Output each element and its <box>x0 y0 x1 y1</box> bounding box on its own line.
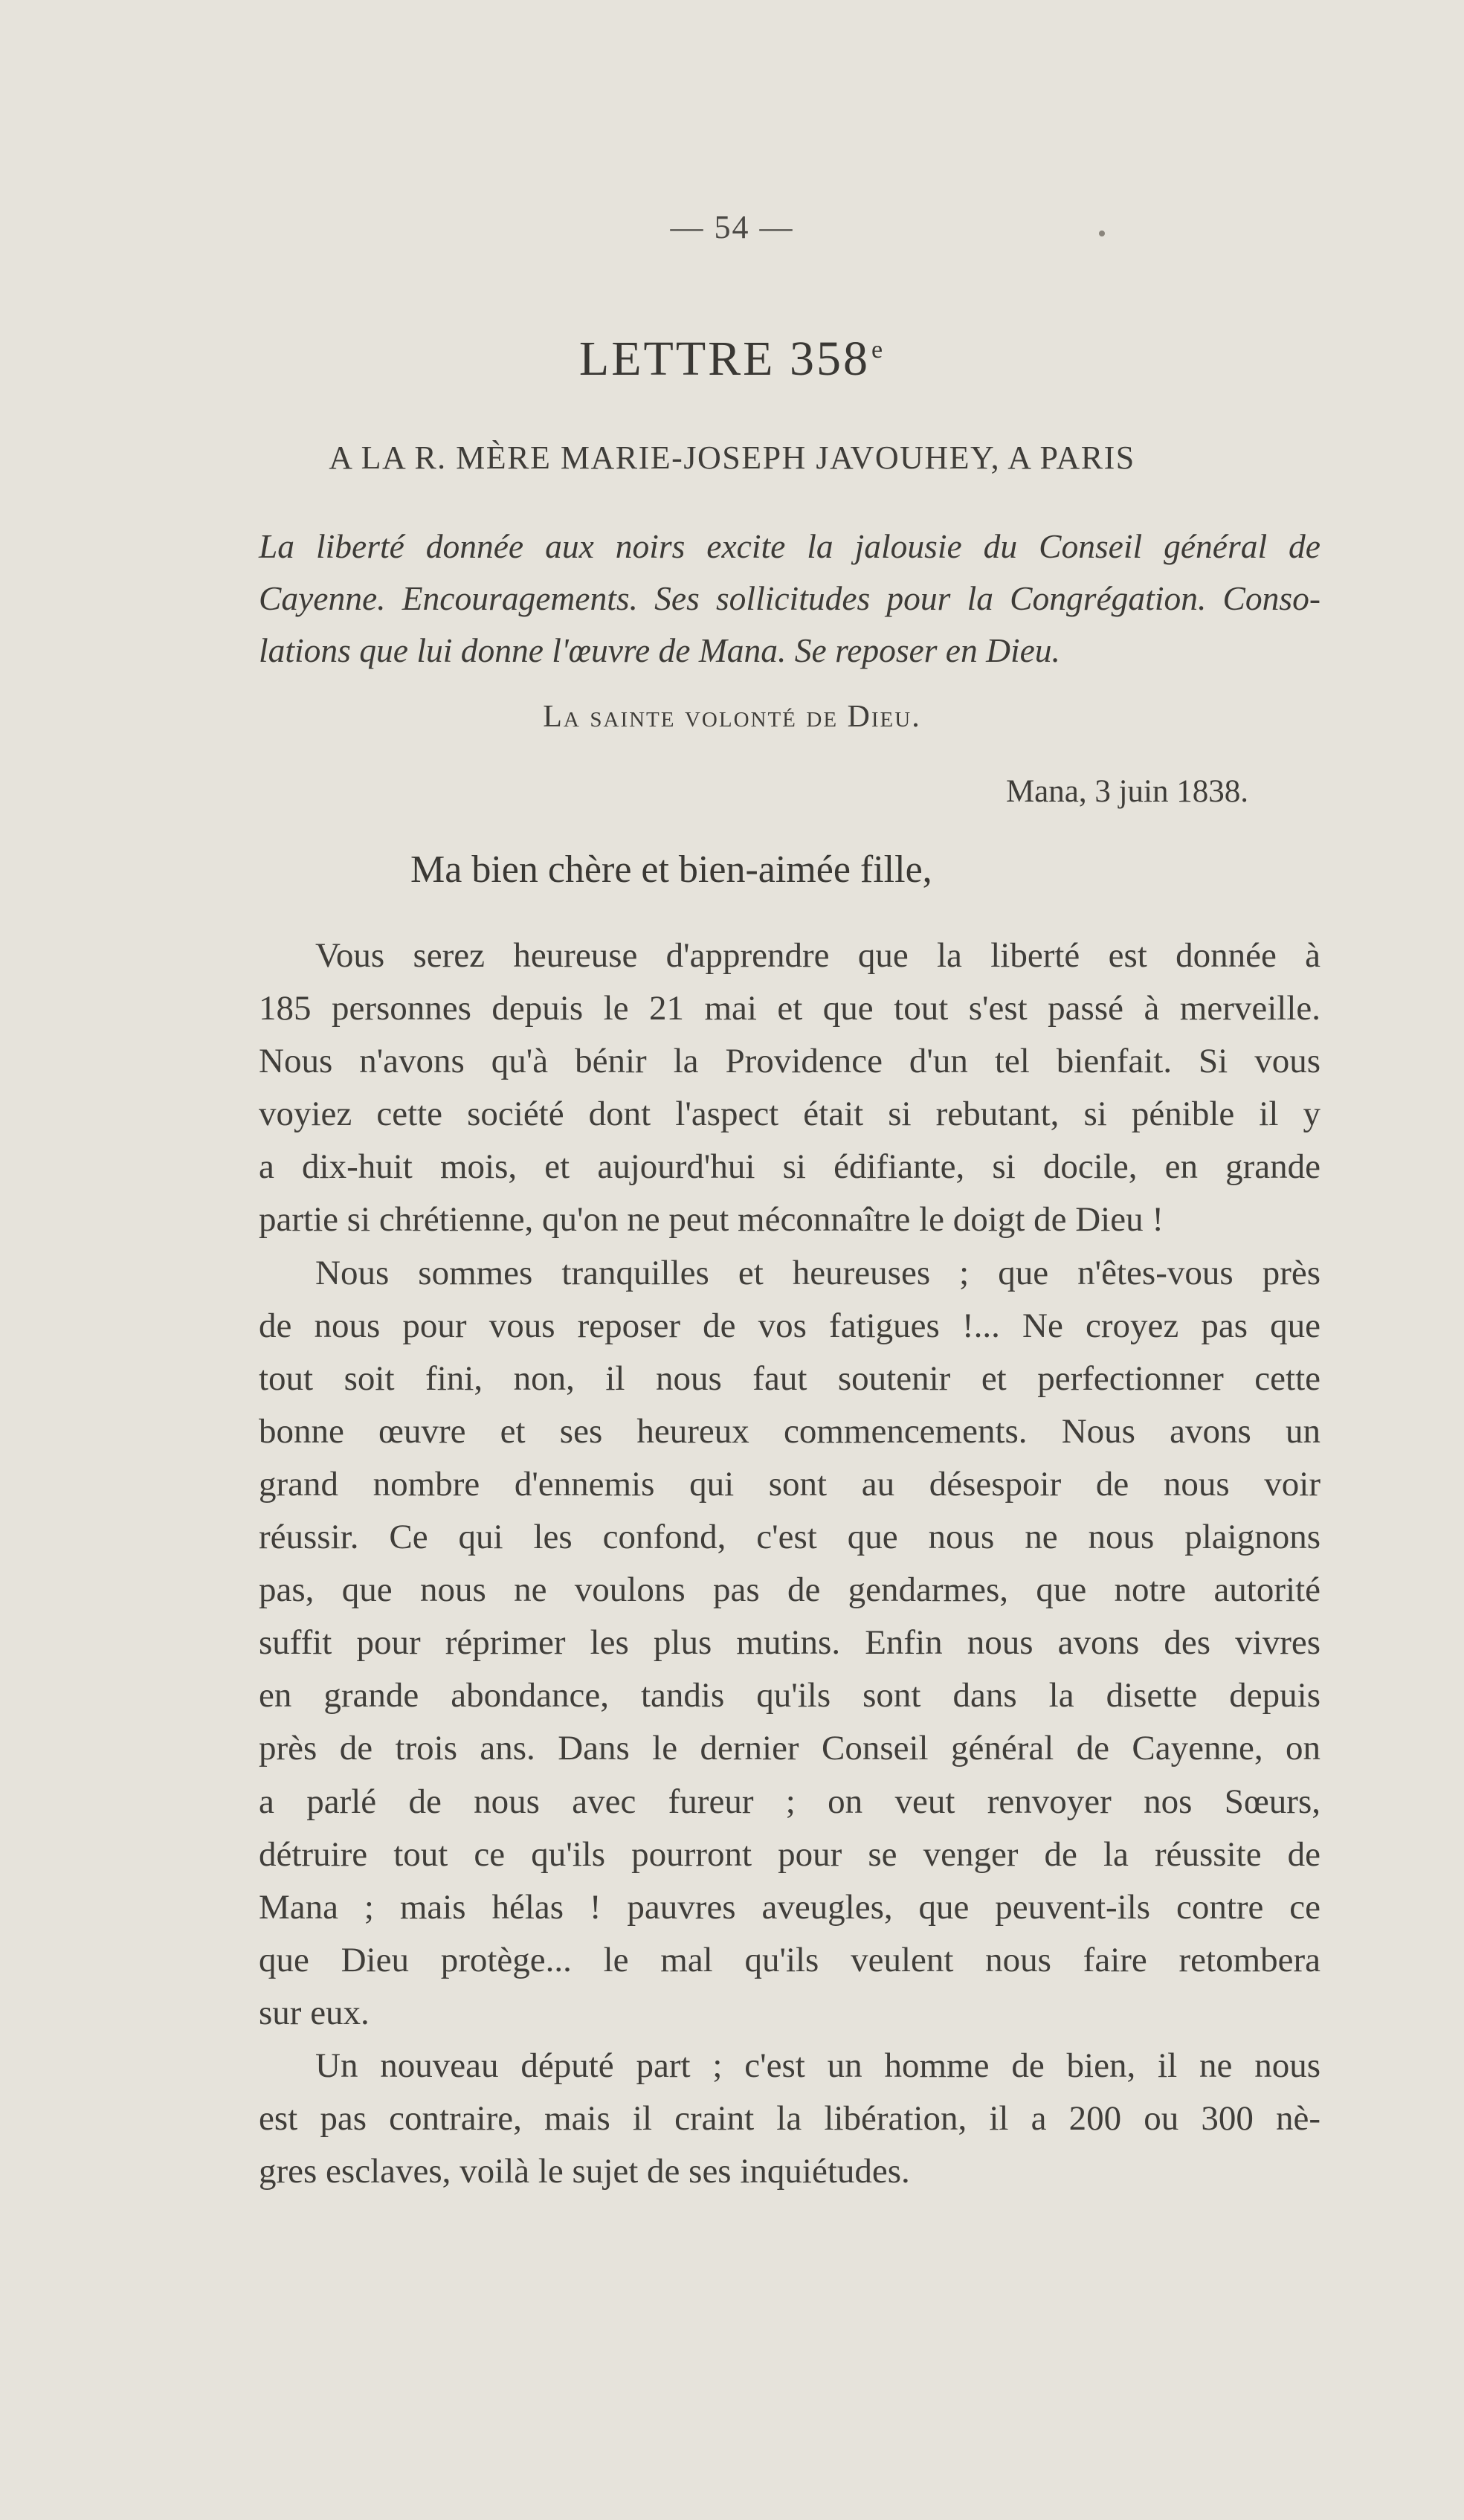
body-line: de nous pour vous reposer de vos fatigues !... Ne croyez pas que <box>259 1306 1320 1345</box>
body-line: en grande abondance, tandis qu'ils sont dans la disette depuis <box>259 1676 1320 1715</box>
letter-body <box>259 929 1320 2198</box>
letter-motto <box>0 699 1464 735</box>
body-line: pas, que nous ne voulons pas de gendarmes, que notre autorité <box>259 1570 1320 1610</box>
body-line: a parlé de nous avec fureur ; on veut renvoyer nos Sœurs, <box>259 1782 1320 1821</box>
body-line: gres esclaves, voilà le sujet de ses inquiétudes. <box>259 2152 910 2191</box>
body-line: bonne œuvre et ses heureux commencements. Nous avons un <box>259 1411 1320 1451</box>
body-line: réussir. Ce qui les confond, c'est que nous ne nous plaignons <box>259 1518 1320 1557</box>
motto-text: La sainte volonté de Dieu. <box>543 700 921 734</box>
body-line: près de trois ans. Dans le dernier Conseil général de Cayenne, on <box>259 1729 1320 1768</box>
letter-summary <box>259 521 1320 677</box>
body-line: Nous n'avons qu'à bénir la Providence d'un tel bienfait. Si vous <box>259 1042 1320 1081</box>
summary-line: La liberté donnée aux noirs excite la jalousie du Conseil général de <box>259 527 1320 565</box>
body-line: que Dieu protège... le mal qu'ils veulent nous faire retombera <box>259 1940 1320 1979</box>
body-line: grand nombre d'ennemis qui sont au désespoir de nous voir <box>259 1464 1320 1504</box>
body-line: a dix-huit mois, et aujourd'hui si édifiante, si docile, en grande <box>259 1147 1320 1187</box>
letter-recipient: A LA R. MÈRE MARIE-JOSEPH JAVOUHEY, A PARIS <box>329 439 1135 476</box>
body-line: tout soit fini, non, il nous faut soutenir et perfectionner cette <box>259 1359 1320 1398</box>
summary-line: Cayenne. Encouragements. Ses sollicitudes pour la Congrégation. Conso- <box>259 579 1320 617</box>
body-line: Nous sommes tranquilles et heureuses ; que n'êtes-vous près <box>315 1253 1320 1292</box>
letter-salutation: Ma bien chère et bien-aimée fille, <box>410 848 932 891</box>
body-line: suffit pour réprimer les plus mutins. Enfin nous avons des vivres <box>259 1623 1320 1663</box>
body-line: partie si chrétienne, qu'on ne peut méconnaître le doigt de Dieu ! <box>259 1200 1164 1240</box>
letter-title <box>0 331 1464 387</box>
body-line: Un nouveau député part ; c'est un homme de bien, il ne nous <box>315 2046 1320 2085</box>
letter-title-text: LETTRE 358 <box>578 332 870 386</box>
body-line: voyiez cette société dont l'aspect était si rebutant, si pénible il y <box>259 1095 1320 1134</box>
page-number: — 54 — <box>670 209 794 245</box>
letter-title-suffix: e <box>871 336 886 364</box>
body-line: Vous serez heureuse d'apprendre que la liberté est donnée à <box>315 936 1320 975</box>
summary-line: lations que lui donne l'œuvre de Mana. Se reposer en Dieu. <box>259 631 1060 669</box>
body-line: 185 personnes depuis le 21 mai et que tout s'est passé à merveille. <box>259 989 1320 1028</box>
print-speck <box>1099 231 1105 236</box>
letter-date: Mana, 3 juin 1838. <box>1005 774 1248 809</box>
body-line: sur eux. <box>259 1993 370 2032</box>
body-line: Mana ; mais hélas ! pauvres aveugles, que peuvent-ils contre ce <box>259 1887 1320 1927</box>
body-line: est pas contraire, mais il craint la libération, il a 200 ou 300 nè- <box>259 2099 1320 2139</box>
body-line: détruire tout ce qu'ils pourront pour se venger de la réussite de <box>259 1834 1320 1874</box>
